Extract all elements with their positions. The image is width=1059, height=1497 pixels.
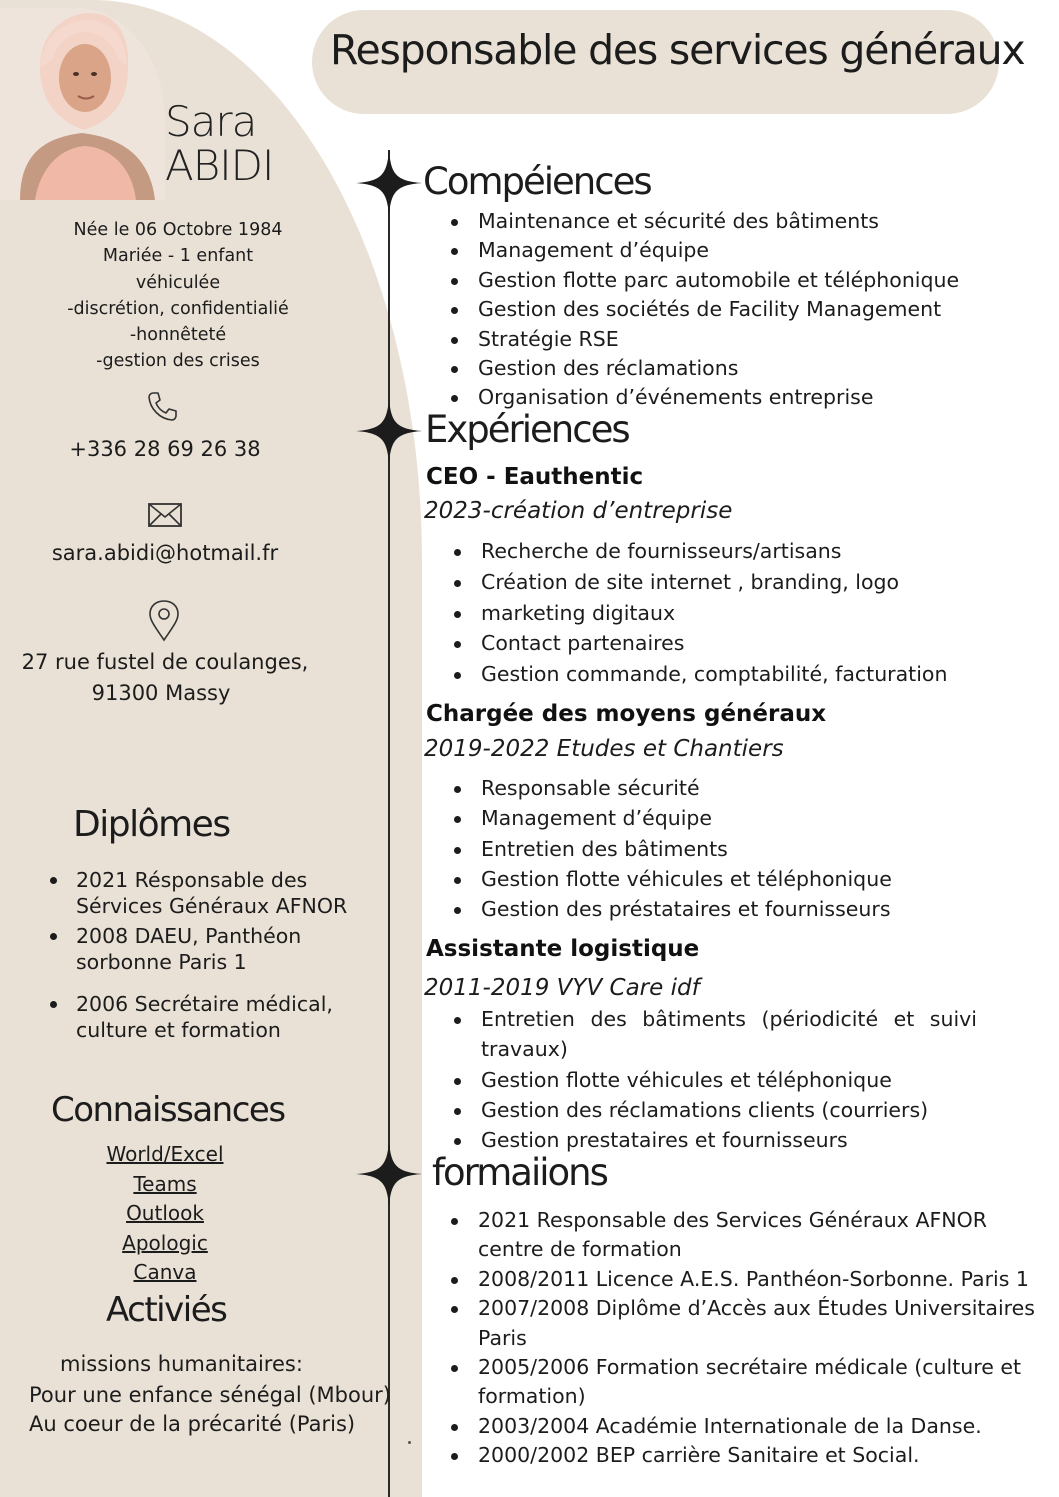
quality-crisis: -gestion des crises <box>96 351 260 372</box>
task-item: Gestion prestataires et fournisseurs <box>454 1125 977 1155</box>
diploma-item: 2021 Résponsable des Sérvices Généraux AFNOR <box>50 867 370 919</box>
job-role: Chargée des moyens généraux <box>426 701 827 727</box>
task-item: Entretien des bâtiments (périodicité et suivi travaux) <box>454 1004 977 1065</box>
job-tasks <box>454 773 1014 924</box>
job-tasks <box>454 536 1014 690</box>
sparkle-star-icon <box>356 1141 422 1207</box>
task-item: Gestion flotte véhicules et téléphonique <box>454 864 1014 894</box>
skill-item[interactable]: Outlook <box>126 1201 204 1226</box>
knowledge-title: Connaissances <box>51 1090 285 1130</box>
email-address[interactable]: sara.abidi@hotmail.fr <box>51 541 279 565</box>
first-name: Sara <box>165 97 257 146</box>
diplomas-list <box>50 867 370 1051</box>
task-item: Création de site internet , branding, logo <box>454 567 1014 598</box>
formation-item: 2000/2002 BEP carrière Sanitaire et Social. <box>451 1441 1041 1470</box>
diplomas-title: Diplômes <box>73 804 230 845</box>
address-line-1: 27 rue fustel de coulanges, <box>21 650 309 674</box>
task-item: Gestion des réclamations clients (courriers) <box>454 1095 977 1125</box>
job-period: 2019-2022 Etudes et Chantiers <box>424 736 784 762</box>
task-item: Contact partenaires <box>454 628 1014 659</box>
task-item: Gestion des préstataires et fournisseurs <box>454 894 1014 924</box>
knowledge-list <box>65 1140 265 1288</box>
page-title: Responsable des services généraux <box>330 26 1025 74</box>
competences-list <box>451 207 1031 413</box>
competences-title: Compéiences <box>423 160 651 203</box>
activities-heading: missions humanitaires: <box>60 1352 303 1376</box>
task-item: Gestion flotte véhicules et téléphonique <box>454 1065 977 1095</box>
phone-number[interactable]: +336 28 69 26 38 <box>69 437 261 461</box>
competence-item: Gestion des réclamations <box>451 354 1031 383</box>
last-name: ABIDI <box>165 141 274 190</box>
quality-discretion: -discrétion, confidentialié <box>67 298 289 319</box>
family-status: Mariée - 1 enfant <box>102 246 254 267</box>
location-pin-icon <box>146 600 182 642</box>
skill-item[interactable]: Teams <box>133 1171 197 1196</box>
task-item: Responsable sécurité <box>454 773 1014 803</box>
birth-date: Née le 06 Octobre 1984 <box>73 220 283 240</box>
vehicle-status: véhiculée <box>135 272 221 293</box>
task-item: marketing digitaux <box>454 598 1014 629</box>
formation-item: 2003/2004 Académie Internationale de la Danse. <box>451 1412 1041 1441</box>
formation-item: 2021 Responsable des Services Généraux AFNOR centre de formation <box>451 1206 1041 1265</box>
task-item: Entretien des bâtiments <box>454 834 1014 864</box>
sparkle-star-icon <box>356 398 422 464</box>
competence-item: Maintenance et sécurité des bâtiments <box>451 207 1031 236</box>
competence-item: Gestion des sociétés de Facility Management <box>451 295 1031 324</box>
formation-item: 2005/2006 Formation secrétaire médicale (culture et formation) <box>451 1353 1041 1412</box>
activities-title: Activiés <box>106 1290 227 1330</box>
formations-list <box>451 1206 1041 1471</box>
skill-item[interactable]: World/Excel <box>106 1142 224 1166</box>
job-role: CEO - Eauthentic <box>426 464 644 490</box>
formation-item: 2008/2011 Licence A.E.S. Panthéon-Sorbonne. Paris 1 <box>451 1265 1041 1294</box>
formation-item: 2007/2008 Diplôme d’Accès aux Études Universitaires Paris <box>451 1294 1041 1353</box>
job-period: 2011-2019 VYV Care idf <box>424 975 700 1001</box>
personal-details <box>0 217 356 375</box>
quality-honesty: -honnêteté <box>129 325 227 346</box>
sparkle-star-icon <box>356 150 422 216</box>
diploma-item: 2008 DAEU, Panthéon sorbonne Paris 1 <box>50 923 370 975</box>
address-line-2: 91300 Massy <box>91 681 231 705</box>
competence-item: Gestion flotte parc automobile et téléphonique <box>451 266 1031 295</box>
task-item: Recherche de fournisseurs/artisans <box>454 536 1014 567</box>
address <box>0 647 330 709</box>
task-item: Management d’équipe <box>454 803 1014 833</box>
activity-item: Au coeur de la précarité (Paris) <box>29 1412 356 1436</box>
person-name <box>165 97 274 190</box>
competence-item: Organisation d’événements entreprise <box>451 383 1031 412</box>
job-period: 2023-création d’entreprise <box>424 498 733 524</box>
experiences-title: Expériences <box>425 408 629 451</box>
competence-item: Management d’équipe <box>451 236 1031 265</box>
phone-icon <box>144 389 180 425</box>
job-tasks <box>454 1004 977 1155</box>
activity-item: Pour une enfance sénégal (Mbour) <box>29 1383 391 1407</box>
task-item: Gestion commande, comptabilité, facturation <box>454 659 1014 690</box>
skill-item[interactable]: Apologic <box>122 1230 208 1255</box>
diploma-item: 2006 Secrétaire médical, culture et formation <box>50 991 370 1043</box>
timeline-line <box>388 150 390 1497</box>
job-role: Assistante logistique <box>426 936 700 962</box>
competence-item: Stratégie RSE <box>451 325 1031 354</box>
skill-item[interactable]: Canva <box>133 1260 197 1285</box>
stray-dot <box>408 1441 411 1444</box>
formations-title: formaiions <box>432 1151 607 1194</box>
envelope-icon <box>147 497 183 533</box>
